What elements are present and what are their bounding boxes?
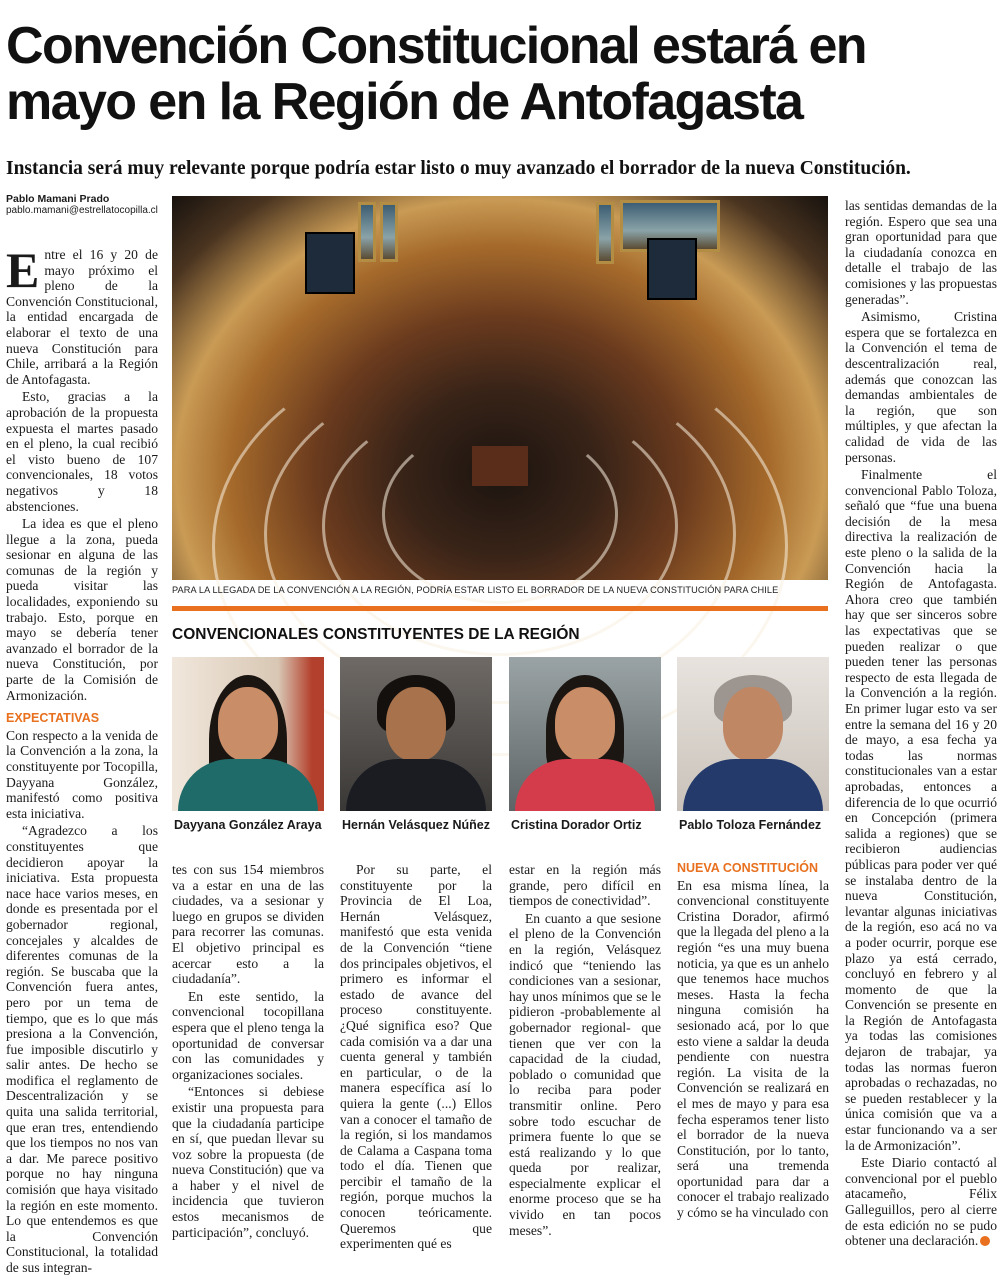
video-screen bbox=[305, 232, 355, 294]
column-1 bbox=[6, 242, 158, 1278]
paragraph: Con respecto a la venida de la Convención a la zona, la constituyente por Tocopilla, Dayyana González, manifestó como positiva esta iniciativa. bbox=[6, 727, 158, 821]
portrait-dayyana bbox=[172, 657, 324, 811]
column-4 bbox=[509, 862, 661, 1240]
author-email[interactable]: pablo.mamani@estrellatocopilla.cl bbox=[6, 205, 158, 216]
paragraph: las sentidas demandas de la región. Espero que sea una gran oportunidad para que la ciudadanía conozca en detalle el trabajo de las comisiones y las propuestas generadas”. bbox=[845, 198, 997, 307]
paragraph: estar en la región más grande, pero difícil en tiempos de conectividad”. bbox=[509, 862, 661, 909]
column-6 bbox=[845, 198, 997, 1251]
portrait-name: Pablo Toloza Fernández bbox=[679, 818, 822, 832]
portrait-hernan bbox=[340, 657, 492, 811]
section-heading-expectativas: EXPECTATIVAS bbox=[6, 711, 100, 726]
video-screen bbox=[647, 238, 697, 300]
byline bbox=[6, 193, 158, 216]
convention-hall-photo bbox=[172, 196, 828, 580]
paragraph: La idea es que el pleno llegue a la zona, pueda sesionar en alguna de las comunas de la región y pueda visitar las localidades, exponiendo su trabajo. Esto, porque en mayo se debería tener avanzado el borrador de la nueva Constitución, por parte de la Comisión de Armonización. bbox=[6, 516, 158, 703]
column-3 bbox=[340, 862, 492, 1254]
paragraph: En este sentido, la convencional tocopillana espera que el pleno tenga la oportunidad de conversar con las comunidades y organizaciones sociales. bbox=[172, 988, 324, 1082]
wall-painting bbox=[596, 202, 614, 264]
paragraph: Por su parte, el constituyente por la Provincia de El Loa, Hernán Velásquez, manifestó que esta venida de la Convención “tiene dos principales objetivos, el primero es informar el estado de avance del proceso constituyente. ¿Qué significa eso? Que cada comisión va a dar una cuenta general y también en particular, o de la manera específica así lo quiera la gente (...) Ellos van a conocer el tamaño de la región, si los mandamos de Calama a Caspana toma todo el día. Tienen que percibir el tamaño de la región, porque muchos la conocen teóricamente. Queremos que experimenten qué es bbox=[340, 862, 492, 1252]
presidium-desk bbox=[472, 446, 528, 486]
paragraph: Finalmente el convencional Pablo Toloza, señaló que “fue una buena decisión de la mesa directiva la realización de este pleno o la salida de la Convención hacia la Región de Antofagasta. Ahora creo que también hay que ser sinceros sobre las expectativas que se pueden realizar o que pueden tener las personas respecto de esta llegada de la Convención a la región. En primer lugar esto va ser entre la semana del 16 y 20 de mayo, a esa fecha ya todas las normas constitucionales van a estar aprobadas, entonces a diferencia de lo que ocurrió en Concepción (primera salida a regiones) que se recibieron audiencias públicas para poder ver qué se instalaba dentro de la nueva Constitución, levantar algunas iniciativas de la región, eso acá no va a poder ocurrir, porque ese plazo ya está cerrado, concluyó en febrero y al momento de que la Convención se presente en la Región de Antofagasta ya todas las comisiones dejaron de trabajar, ya todas las normas fueron aprobadas o rechazadas, no se pueden restablecer y la única comisión que va a estar funcionando va a ser la de Armonización”. bbox=[845, 467, 997, 1153]
headline-line-1: Convención Constitucional estará en bbox=[6, 17, 866, 75]
column-5 bbox=[677, 855, 829, 1223]
paragraph: Este Diario contactó al convencional por el pueblo atacameño, Félix Galleguillos, pero al cierre de esta edición no se pudo obtener una declaración. bbox=[845, 1155, 997, 1249]
section-title: CONVENCIONALES CONSTITUYENTES DE LA REGIÓN bbox=[172, 626, 580, 643]
paragraph: “Agradezco a los constituyentes que decidieron apoyar la iniciativa. Esta propuesta nace hace varios meses, en donde es presentada por el gobernador regional, concejales y alcaldes de diferentes comunas de la región. Se buscaba que la Convención fuera antes, pero por un tema de tiempo, que es lo que más presiona a la Convención, fue imposible discutirlo y salir antes. De hecho se modifica el reglamento de Descentralización y se quita una salida territorial, que eran tres, entendiendo que los tiempos no nos van a dar. Me parece positivo porque no hay ninguna comisión que haya visitado la región en este momento. Lo que entendemos es que la Convención Constitucional, la totalidad de sus integran- bbox=[6, 823, 158, 1275]
paragraph: Asimismo, Cristina espera que se fortalezca en la Convención el tema de descentralización real, además que conozcan las demandas ambientales de la región, que son múltiples, y que afectan la calidad de vida de las personas. bbox=[845, 309, 997, 465]
orange-divider bbox=[172, 606, 828, 611]
author-name: Pablo Mamani Prado bbox=[6, 193, 110, 205]
paragraph: Entre el 16 y 20 de mayo próximo el pleno de la Convención Constitucional, la entidad encargada de elaborar el texto de una nueva Constitución para Chile, arribará a la Región de Antofagasta. bbox=[6, 242, 158, 387]
end-mark-icon bbox=[980, 1236, 990, 1246]
headline bbox=[6, 18, 996, 130]
portrait-cristina bbox=[509, 657, 661, 811]
photo-caption: PARA LA LLEGADA DE LA CONVENCIÓN A LA REGIÓN, PODRÍA ESTAR LISTO EL BORRADOR DE LA NUEVA CONSTITUCIÓN PARA CHILE bbox=[172, 585, 779, 595]
wall-painting bbox=[358, 202, 376, 262]
paragraph: En esa misma línea, la convencional constituyente Cristina Dorador, afirmó que la llegada del pleno a la región “es una muy buena noticia, ya que es un anhelo que tenemos hace muchos meses. Hasta la fecha ninguna comisión ha sesionado acá, por lo que esto viene a saldar la deuda pendiente con nuestra región. La visita de la Convención se realizará en el mes de mayo y para esa fecha esperamos tener listo el borrador de la nueva Constitución, por lo tanto, será una tremenda oportunidad para dar a conocer el trabajo realizado y cómo se ha vinculado con bbox=[677, 877, 829, 1221]
section-heading-nueva-constitucion: NUEVA CONSTITUCIÓN bbox=[677, 861, 818, 875]
paragraph: “Entonces si debiese existir una propuesta para que la ciudadanía participe en sí, que puedan llevar su voz sobre la propuesta (de nueva Constitución) que va a haber y el nivel de incidencia que tuvieron estos mecanismos de participación”, concluyó. bbox=[172, 1084, 324, 1240]
drop-cap: E bbox=[6, 242, 40, 298]
portrait-name: Hernán Velásquez Núñez bbox=[342, 818, 490, 832]
column-2 bbox=[172, 862, 324, 1242]
portrait-name: Dayyana González Araya bbox=[174, 818, 322, 832]
portrait-pablo bbox=[677, 657, 829, 811]
paragraph: Esto, gracias a la aprobación de la propuesta expuesta el martes pasado en el pleno, la cual recibió el visto bueno de 107 convencionales, 18 votos negativos y 18 abstenciones. bbox=[6, 389, 158, 514]
wall-painting bbox=[380, 202, 398, 262]
paragraph: En cuanto a que sesione el pleno de la Convención en la región, Velásquez indicó que “teniendo las condiciones van a sesionar, hay unos mínimos que se le pidieron -probablemente al gobernador regional- que tienen que ver con la capacidad de la ciudad, poblado o comunidad que lo reciba para poder transmitir online. Pero sobre todo escuchar de primera fuente lo que se está realizando y lo que queda por realizar, especialmente explicar el enorme proceso que se ha vivido en tan pocos meses”. bbox=[509, 910, 661, 1238]
subheadline: Instancia será muy relevante porque podría estar listo o muy avanzado el borrador de la nueva Constitución. bbox=[6, 158, 911, 179]
paragraph: tes con sus 154 miembros va a estar en una de las ciudades, va a sesionar y luego en grupos se dividen para recorrer las comunas. El objetivo principal es acercar esto a la ciudadanía”. bbox=[172, 862, 324, 987]
headline-line-2: mayo en la Región de Antofagasta bbox=[6, 73, 803, 131]
portrait-name: Cristina Dorador Ortiz bbox=[511, 818, 642, 832]
